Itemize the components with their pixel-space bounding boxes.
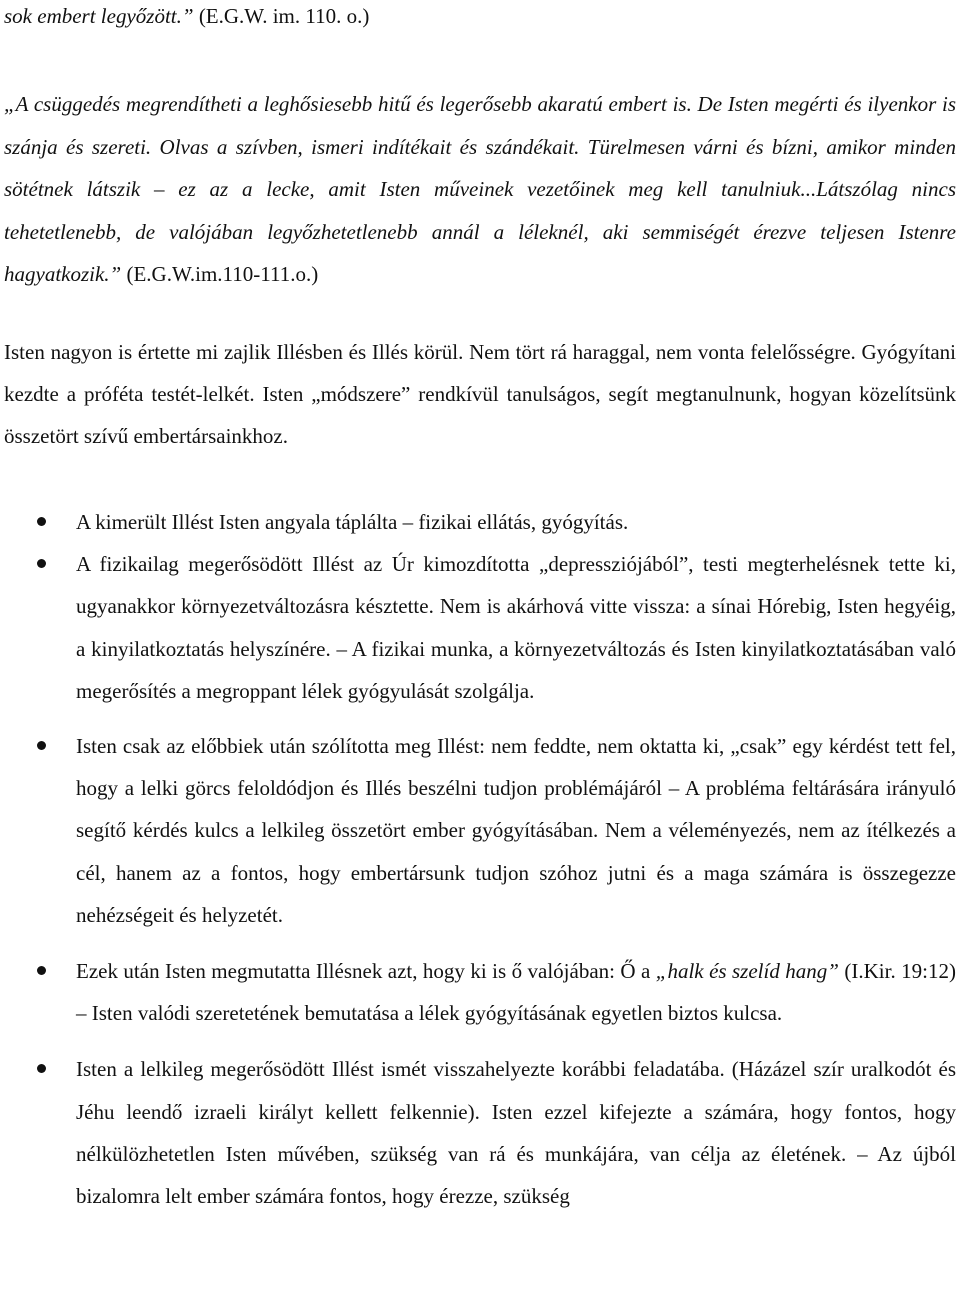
list-item-text: Isten csak az előbbiek után szólította meg Illést: nem feddte, nem oktatta ki, „csak” egy kérdést tett fel, hogy a lelki görcs feloldódjon és Illés beszélni tudjon problémájáról – A probléma feltárására irányuló segítő kérdés kulcs a lelkileg összetört ember gyógyításában. Nem a véleményezés, nem az ítélkezés a cél, hanem az a fontos, hogy embertársunk tudjon szóhoz jutni és a maga számára is összegezze nehézségeit és helyzetét. (76, 734, 956, 927)
list-item-text: A kimerült Illést Isten angyala táplálta – fizikai ellátás, gyógyítás. (76, 510, 629, 534)
bullet-icon (37, 517, 46, 526)
list-item-text: A fizikailag megerősödött Illést az Úr kimozdította „depressziójából”, testi megterhelésnek tette ki, ugyanakkor környezetváltozásra késztette. Nem is akárhová vitte vissza: a sínai Hórebig, Isten hegyéig, a kinyilatkoztatás helyszínére. – A fizikai munka, a környezetváltozás és Isten kinyilatkoztatásában való megerősítés a megroppant lélek gyógyulását szolgálja. (76, 552, 956, 703)
quote-text: sok embert legyőzött.” (4, 4, 194, 28)
bullet-icon (37, 741, 46, 750)
list-item-quote: „halk és szelíd hang” (655, 959, 839, 984)
list-item (0, 1048, 956, 1217)
list-item (0, 725, 956, 936)
quote-reference: (E.G.W.im.110-111.o.) (121, 262, 319, 286)
bullet-list (0, 501, 960, 1217)
body-paragraph: Isten nagyon is értette mi zajlik Illésben és Illés körül. Nem tört rá haraggal, nem vonta felelősségre. Gyógyítani kezdte a próféta testét-lelkét. Isten „módszere” rendkívül tanulságos, segít megtanulnunk, hogyan közelítsünk összetört szívű embertársainkhoz. (4, 340, 956, 448)
bullet-icon (37, 1064, 46, 1073)
bullet-icon (37, 559, 46, 568)
list-item (0, 543, 956, 712)
list-item-text: (I.Kir. 19:12) – Isten valódi szeretetének bemutatása a lélek gyógyításának egyetlen biztos kulcsa. (76, 959, 956, 1026)
list-item-text: Isten a lelkileg megerősödött Illést ismét visszahelyezte korábbi feladatába. (Házázel szír uralkodót és Jéhu leendő izraeli királyt kellett felkennie). Isten ezzel kifejezte a számára, hogy fontos, hogy nélkülözhetetlen Isten művében, szükség van rá és munkájára, van célja az életének. – Az újból bizalomra lelt ember számára fontos, hogy érezze, szükség (76, 1057, 956, 1209)
quote-continuation (4, 2, 956, 30)
quote-text: „A csüggedés megrendítheti a leghősiesebb hitű és legerősebb akaratú embert is. De Isten megérti és ilyenkor is szánja és szereti. Olvas a szívben, ismeri indítékait és szándékait. Türelmesen várni és bízni, amikor minden sötétnek látszik – ez az a lecke, amit Isten műveinek vezetőinek meg kell tanulniuk...Látszólag nincs tehetetlenebb, de valójában legyőzhetetlenebb annál a léleknél, aki semmiségét érezve teljesen Istenre hagyatkozik.” (4, 92, 956, 286)
list-item (0, 501, 956, 543)
quote-paragraph (4, 83, 956, 296)
quote-reference: (E.G.W. im. 110. o.) (193, 4, 370, 28)
list-item (0, 950, 956, 1034)
list-item-text: Ezek után Isten megmutatta Illésnek azt, hogy ki is ő valójában: Ő a (76, 959, 656, 984)
bullet-icon (37, 966, 46, 975)
